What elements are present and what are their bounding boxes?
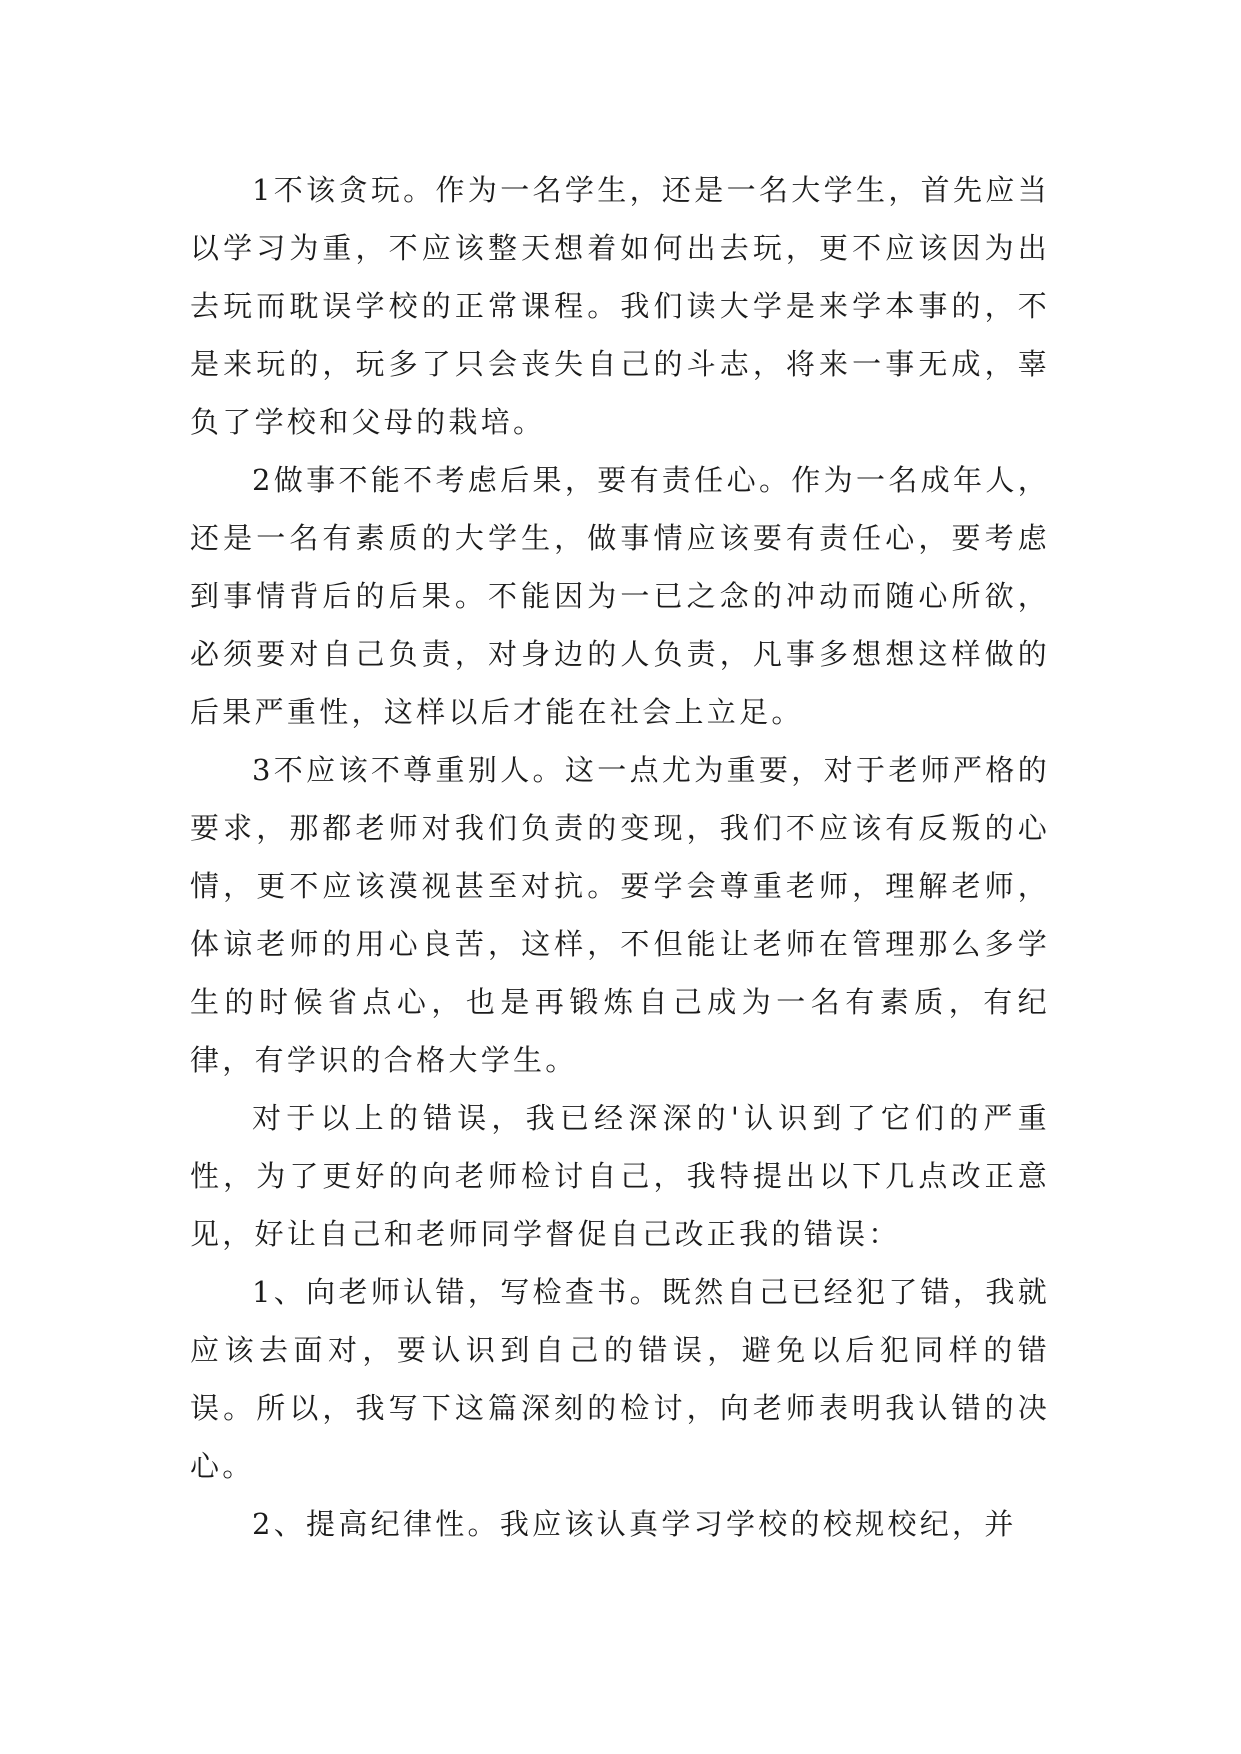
document-body <box>190 161 1050 1553</box>
paragraph-3: 3不应该不尊重别人。这一点尤为重要，对于老师严格的要求，那都老师对我们负责的变现，我们不应该有反叛的心情，更不应该漠视甚至对抗。要学会尊重老师，理解老师，体谅老师的用心良苦，这样，不但能让老师在管理那么多学生的时候省点心，也是再锻炼自己成为一名有素质，有纪律，有学识的合格大学生。 <box>190 753 1050 1077</box>
paragraph-5: 1、向老师认错，写检查书。既然自己已经犯了错，我就应该去面对，要认识到自己的错误，避免以后犯同样的错误。所以，我写下这篇深刻的检讨，向老师表明我认错的决心。 <box>190 1275 1050 1483</box>
paragraph-4: 对于以上的错误，我已经深深的'认识到了它们的严重性，为了更好的向老师检讨自己，我特提出以下几点改正意见，好让自己和老师同学督促自己改正我的错误： <box>190 1101 1050 1251</box>
paragraph-1: 1不该贪玩。作为一名学生，还是一名大学生，首先应当以学习为重，不应该整天想着如何出去玩，更不应该因为出去玩而耽误学校的正常课程。我们读大学是来学本事的，不是来玩的，玩多了只会丧失自己的斗志，将来一事无成，辜负了学校和父母的栽培。 <box>190 173 1050 439</box>
paragraph-6: 2、提高纪律性。我应该认真学习学校的校规校纪，并 <box>252 1507 1017 1541</box>
paragraph-2: 2做事不能不考虑后果，要有责任心。作为一名成年人，还是一名有素质的大学生，做事情应该要有责任心，要考虑到事情背后的后果。不能因为一已之念的冲动而随心所欲，必须要对自己负责，对身边的人负责，凡事多想想这样做的后果严重性，这样以后才能在社会上立足。 <box>190 463 1050 729</box>
